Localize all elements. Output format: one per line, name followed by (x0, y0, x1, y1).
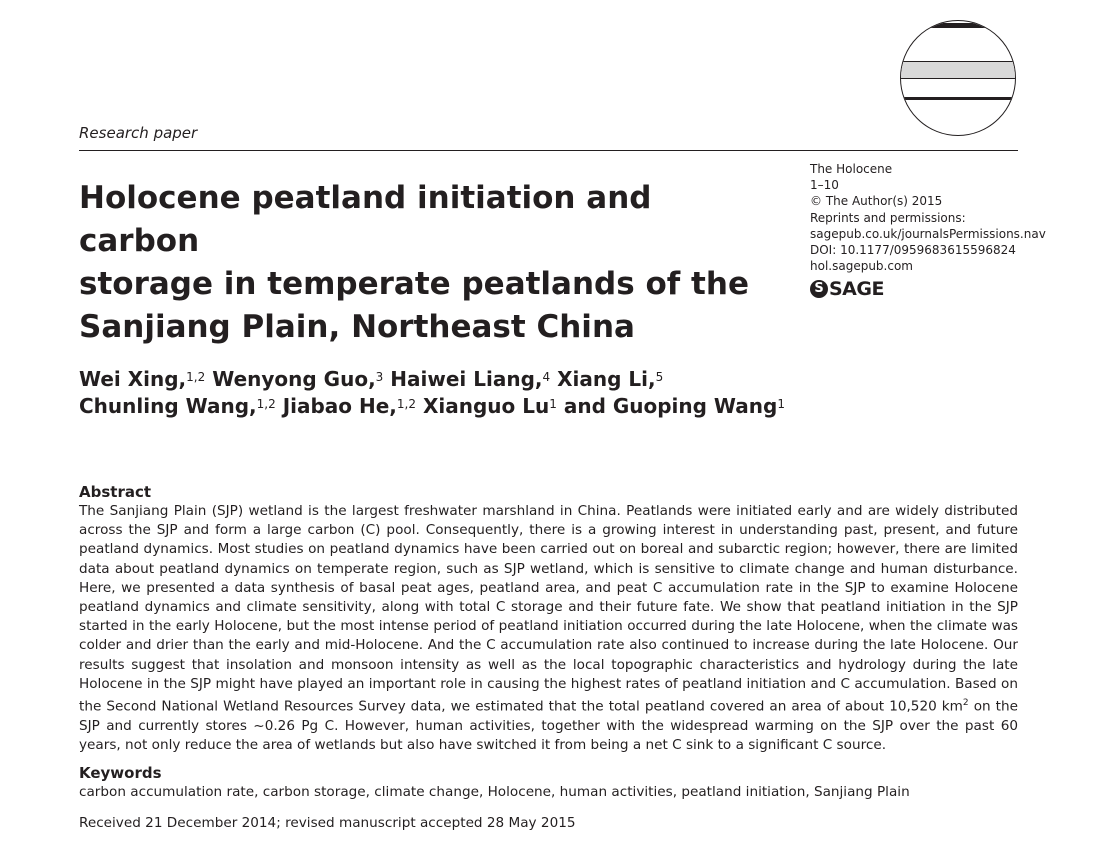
paper-title (79, 177, 779, 349)
author-line (79, 393, 785, 420)
received-dates: Received 21 December 2014; revised manuscript accepted 28 May 2015 (79, 815, 576, 831)
title-line: Holocene peatland initiation and carbon (79, 180, 652, 259)
author-affiliation: 1 (777, 397, 785, 411)
author-name: Xiang Li, (557, 367, 656, 391)
journal-website[interactable]: hol.sagepub.com (810, 259, 913, 274)
keywords-text: carbon accumulation rate, carbon storage, climate change, Holocene, human activities, peatland initiation, Sanjiang Plain (79, 784, 910, 800)
author-name: Haiwei Liang, (390, 367, 543, 391)
logo-band-top (901, 23, 1015, 28)
author-affiliation: 1,2 (186, 370, 206, 384)
author-name: Xianguo Lu (422, 394, 550, 418)
abstract-body: The Sanjiang Plain (SJP) wetland is the largest freshwater marshland in China. Peatlands were initiated early and are widely distributed across the SJP and form a large carbon (C) pool. Consequently, there is a growing interest in understanding past, present, and future peatland dynamics. Most studies on peatland dynamics have been carried out on boreal and subarctic region; however, there are limited data about peatland dynamics on temperate region, such as SJP wetland, which is sensitive to climate change and human disturbance. Here, we presented a data synthesis of basal peat ages, peatland area, and peat C accumulation rate in the SJP to examine Holocene peatland dynamics and climate sensitivity, along with total C storage and their future fate. We show that peatland initiation in the SJP started in the early Holocene, but the most intense period of peatland initiation occurred during the late Holocene, when the climate was colder and drier than the early and mid-Holocene. And the C accumulation rate also continued to increase during the late Holocene. Our results suggest that insolation and monsoon intensity as well as the local topographic characteristics and hydrology during the late Holocene in the SJP might have played an important role in causing the highest rates of peatland initiation and C accumulation. Based on the Second National Wetland Resources Survey data, we estimated that the total peatland covered an area of about 10,520 km (79, 503, 1018, 715)
author-affiliation: 1,2 (396, 397, 416, 411)
reprints-label: Reprints and permissions: (810, 210, 966, 225)
author-affiliation: 1,2 (256, 397, 276, 411)
author-name: Chunling Wang, (79, 394, 257, 418)
publisher-name: SAGE (829, 278, 884, 300)
sage-s-icon: S (810, 280, 828, 298)
header-rule (79, 150, 1018, 151)
abstract-body-end: on the SJP and currently stores ~0.26 Pg C. However, human activities, together with the widespread warming on the SJP over the past 60 years, not only reduce the area of wetlands but also have switched it from being a net C sink to a significant C source. (79, 698, 1018, 753)
author-affiliation: 5 (655, 370, 664, 384)
journal-info (810, 161, 1046, 274)
author-line (79, 366, 785, 393)
logo-band-middle (901, 61, 1015, 79)
journal-logo (900, 20, 1016, 136)
keywords-heading: Keywords (79, 764, 162, 782)
publisher-logo (810, 278, 884, 300)
author-name: Wei Xing, (79, 367, 187, 391)
title-line: Sanjiang Plain, Northeast China (79, 309, 635, 345)
title-line: storage in temperate peatlands of the (79, 266, 749, 302)
logo-band-bottom (901, 97, 1015, 100)
abstract-text (79, 502, 1018, 755)
author-name: and Guoping Wang (563, 394, 778, 418)
copyright: © The Author(s) 2015 (810, 194, 943, 209)
abstract-heading: Abstract (79, 483, 152, 501)
author-affiliation: 4 (542, 370, 551, 384)
doi[interactable]: DOI: 10.1177/0959683615596824 (810, 242, 1016, 257)
section-label: Research paper (79, 124, 198, 142)
journal-pages: 1–10 (810, 178, 839, 193)
permissions-link[interactable]: sagepub.co.uk/journalsPermissions.nav (810, 226, 1046, 241)
author-list (79, 366, 785, 420)
abstract-superscript: 2 (962, 698, 969, 709)
author-affiliation: 1 (549, 397, 557, 411)
author-name: Jiabao He, (282, 394, 397, 418)
author-affiliation: 3 (375, 370, 384, 384)
journal-name: The Holocene (810, 162, 893, 176)
author-name: Wenyong Guo, (212, 367, 376, 391)
